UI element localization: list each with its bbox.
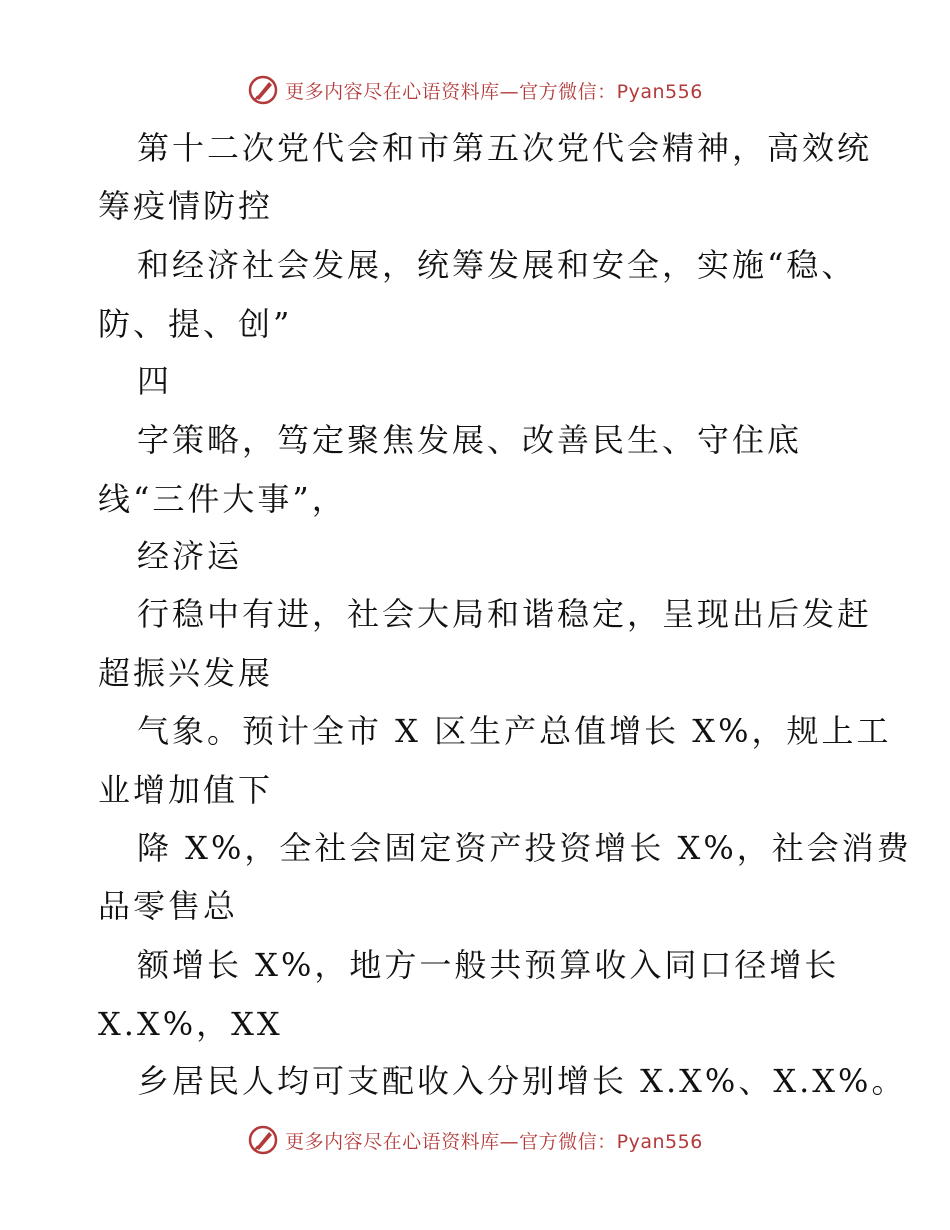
body-line-11: 气象。预计全市 X 区生产总值增长 X%，规上工 [137,712,892,750]
body-line-1: 第十二次党代会和市第五次党代会精神，高效统 [137,129,873,167]
watermark-text: 更多内容尽在心语资料库—官方微信：Pyan556 [285,1130,703,1153]
body-line-5: 四 [137,362,173,400]
watermark-text: 更多内容尽在心语资料库—官方微信：Pyan556 [285,80,703,103]
body-line-2: 筹疫情防控 [98,187,274,225]
body-line-12: 业增加值下 [98,771,274,809]
body-line-3: 和经济社会发展，统筹发展和安全，实施“稳、 [137,246,857,284]
quill-logo-icon [247,74,279,106]
body-line-9: 行稳中有进，社会大局和谐稳定，呈现出后发赶 [137,595,873,633]
body-line-8: 经济运 [137,537,243,575]
body-line-17: 乡居民人均可支配收入分别增长 X.X%、X.X%。 [137,1062,907,1100]
footer-watermark [0,1120,950,1160]
body-line-4: 防、提、创” [98,305,293,343]
header-watermark [0,70,950,110]
body-line-15: 额增长 X%，地方一般共预算收入同口径增长 [137,946,840,984]
body-line-16: X.X%，XX [98,1005,283,1043]
quill-logo-icon [247,1124,279,1156]
body-line-6: 字策略，笃定聚焦发展、改善民生、守住底 [137,421,803,459]
body-line-10: 超振兴发展 [98,654,274,692]
body-line-13: 降 X%，全社会固定资产投资增长 X%，社会消费 [137,829,912,867]
body-line-14: 品零售总 [98,887,239,925]
body-line-7: 线“三件大事”， [98,480,347,518]
